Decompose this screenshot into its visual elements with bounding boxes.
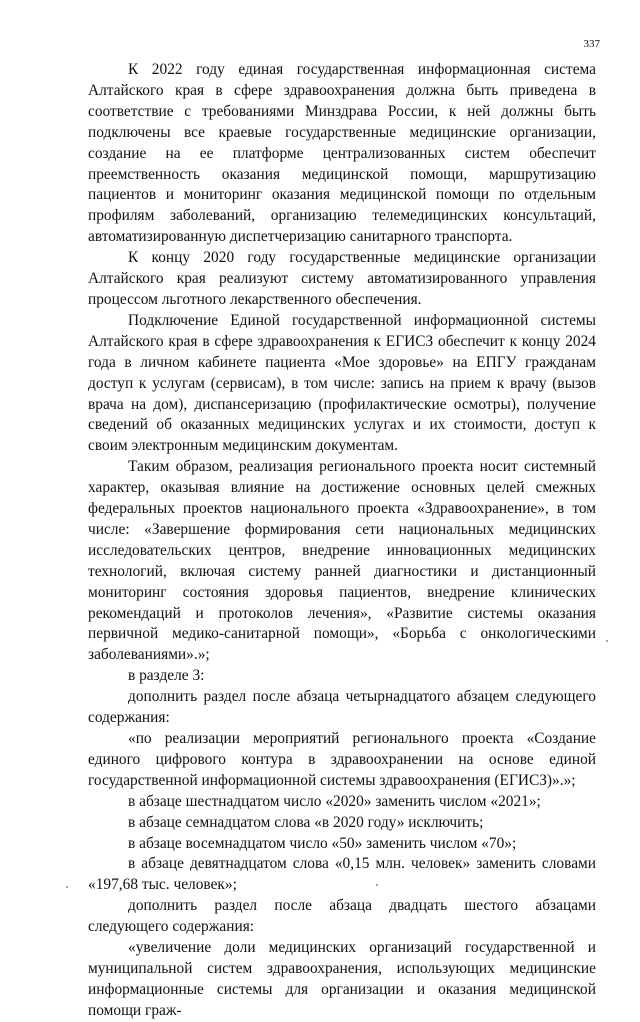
scan-speck	[606, 640, 608, 642]
paragraph-1: К 2022 году единая государственная информационная система Алтайского края в сфере здравоохранения должна быть приведена в соответствие с требованиями Минздрава России, к ней должны быть подключены все краевые государственные медицинские организации, создание на ее платформе централизованных систем обеспечит преемственность оказания медицинской помощи, маршрутизацию пациентов и мониторинг оказания медицинской помощи по отдельным профилям заболеваний, организацию телемедицинских консультаций, автоматизированную диспетчеризацию санитарного транспорта.	[88, 61, 596, 246]
scan-speck	[66, 886, 68, 888]
body-text	[88, 60, 596, 1022]
paragraph-10: в абзаце восемнадцатом число «50» заменить числом «70»;	[128, 834, 517, 852]
scan-speck	[376, 884, 378, 886]
paragraph-6: дополнить раздел после абзаца четырнадцатого абзацем следующего содержания:	[88, 688, 596, 727]
paragraph-11: в абзаце девятнадцатом слова «0,15 млн. человек» заменить словами «197,68 тыс. человек»;	[88, 855, 596, 894]
paragraph-9: в абзаце семнадцатом слова «в 2020 году» исключить;	[128, 813, 484, 831]
paragraph-12: дополнить раздел после абзаца двадцать шестого абзацами следующего содержания:	[88, 897, 596, 936]
paragraph-8: в абзаце шестнадцатом число «2020» заменить числом «2021»;	[128, 792, 541, 810]
page-number: 337	[583, 38, 600, 50]
paragraph-3: Подключение Единой государственной информационной системы Алтайского края в сфере здравоохранения к ЕГИСЗ обеспечит к концу 2024 года в личном кабинете пациента «Мое здоровье» на ЕПГУ гражданам доступ к услугам (сервисам), в том числе: запись на прием к врачу (вызов врача на дом), диспансеризацию (профилактические осмотры), получение сведений об оказанных медицинских услугах и их стоимости, доступ к своим электронным медицинским документам.	[88, 311, 596, 455]
paragraph-5: в разделе 3:	[128, 667, 205, 685]
paragraph-2: К концу 2020 году государственные медицинские организации Алтайского края реализуют систему автоматизированного управления процессом льготного лекарственного обеспечения.	[88, 249, 596, 308]
paragraph-7: «по реализации мероприятий регионального проекта «Создание единого цифрового контура в здравоохранении на основе единой государственной информационной системы здравоохранения (ЕГИСЗ)».»;	[88, 730, 596, 789]
paragraph-4: Таким образом, реализация регионального проекта носит системный характер, оказывая влияние на достижение основных целей смежных федеральных проектов национального проекта «Здравоохранение», в том числе: «Завершение формирования сети национальных медицинских исследовательских центров, внедрение инновационных медицинских технологий, включая систему ранней диагностики и дистанционный мониторинг состояния здоровья пациентов, внедрение клинических рекомендаций и протоколов лечения», «Развитие системы оказания первичной медико-санитарной помощи», «Борьба с онкологическими заболеваниями».»;	[88, 458, 596, 664]
paragraph-13: «увеличение доли медицинских организаций государственной и муниципальной систем здравоохранения, использующих медицинские информационные системы для организации и оказания медицинской помощи граж-	[88, 939, 596, 1019]
